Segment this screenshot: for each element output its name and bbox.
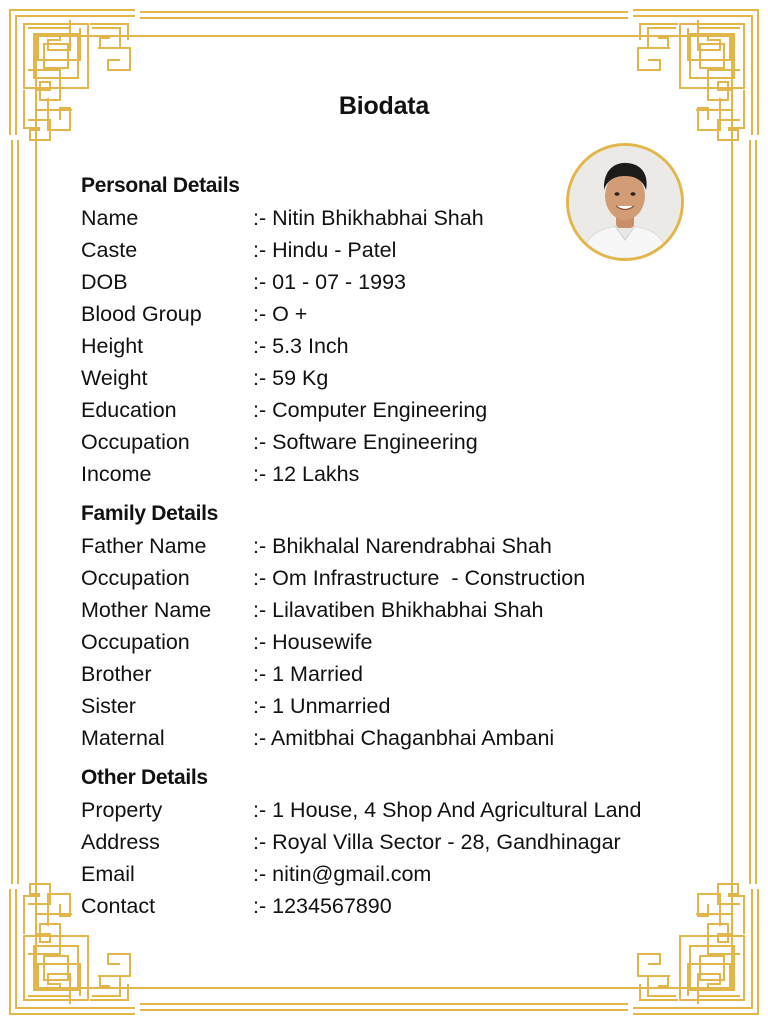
detail-value: [253, 362, 721, 394]
detail-row: [81, 234, 721, 266]
detail-row: [81, 394, 721, 426]
detail-row: [81, 826, 721, 858]
detail-value-text: 1 House, 4 Shop And Agricultural Land: [272, 798, 642, 822]
separator: :-: [253, 798, 273, 822]
detail-label: DOB: [81, 270, 128, 294]
separator: :-: [253, 206, 273, 230]
separator: :-: [253, 630, 273, 654]
detail-value-text: 5.3 Inch: [272, 334, 349, 358]
detail-value: [253, 594, 721, 626]
detail-value: [253, 626, 721, 658]
detail-value: [253, 298, 721, 330]
detail-row: [81, 362, 721, 394]
detail-value: [253, 826, 721, 858]
detail-label: Caste: [81, 238, 138, 262]
detail-row: [81, 530, 721, 562]
detail-row: [81, 562, 721, 594]
detail-value: [253, 330, 721, 362]
detail-value-text: Software Engineering: [272, 430, 478, 454]
family-details-section: [81, 498, 721, 754]
detail-value-text: Amitbhai Chaganbhai Ambani: [270, 726, 555, 750]
detail-label: Weight: [81, 366, 148, 390]
separator: :-: [253, 534, 273, 558]
detail-value: [253, 202, 721, 234]
detail-value-text: Royal Villa Sector - 28, Gandhinagar: [272, 830, 621, 854]
detail-value: [253, 722, 721, 754]
page-title: Biodata: [338, 92, 430, 120]
other-details-section: [81, 762, 721, 922]
detail-label: Address: [81, 830, 160, 854]
detail-row: [81, 594, 721, 626]
detail-value: [253, 794, 721, 826]
detail-row: [81, 890, 721, 922]
detail-row: [81, 858, 721, 890]
detail-row: [81, 794, 721, 826]
detail-label: Brother: [81, 662, 152, 686]
detail-value-text: Housewife: [272, 630, 373, 654]
separator: :-: [253, 598, 273, 622]
detail-row: [81, 330, 721, 362]
detail-label: Property: [81, 798, 163, 822]
section-title: Personal Details: [81, 174, 240, 197]
separator: :-: [253, 366, 273, 390]
detail-value-text: 59 Kg: [272, 366, 329, 390]
separator: :-: [253, 830, 273, 854]
separator: :-: [253, 694, 273, 718]
section-title: Other Details: [81, 766, 208, 789]
separator: :-: [253, 662, 273, 686]
detail-value-text: Om Infrastructure - Construction: [272, 566, 586, 590]
detail-value: [253, 458, 721, 490]
detail-value-text: 1 Married: [272, 662, 363, 686]
detail-value: [253, 234, 721, 266]
detail-value-text: 12 Lakhs: [272, 462, 360, 486]
detail-label: Maternal: [81, 726, 165, 750]
detail-label: Father Name: [81, 534, 207, 558]
detail-value-text: Nitin Bhikhabhai Shah: [272, 206, 484, 230]
detail-row: [81, 458, 721, 490]
detail-value-text: 1234567890: [272, 894, 392, 918]
detail-row: [81, 690, 721, 722]
separator: :-: [253, 566, 273, 590]
detail-value: [253, 690, 721, 722]
detail-label: Education: [81, 398, 177, 422]
detail-value: [253, 394, 721, 426]
detail-value-text: Computer Engineering: [272, 398, 488, 422]
detail-value-text: Lilavatiben Bhikhabhai Shah: [272, 598, 544, 622]
separator: :-: [253, 726, 271, 750]
separator: :-: [253, 894, 273, 918]
detail-value: [253, 658, 721, 690]
detail-value-text: 01 - 07 - 1993: [272, 270, 406, 294]
separator: :-: [253, 270, 273, 294]
detail-row: [81, 266, 721, 298]
detail-value-text: O +: [272, 302, 308, 326]
separator: :-: [253, 398, 273, 422]
section-title: Family Details: [81, 502, 219, 525]
detail-row: [81, 298, 721, 330]
detail-label: Name: [81, 206, 139, 230]
detail-value: [253, 858, 721, 890]
detail-row: [81, 658, 721, 690]
detail-label: Sister: [81, 694, 136, 718]
separator: :-: [253, 238, 273, 262]
separator: :-: [253, 462, 273, 486]
detail-row: [81, 426, 721, 458]
detail-value-text: nitin@gmail.com: [272, 862, 432, 886]
detail-value: [253, 890, 721, 922]
separator: :-: [253, 430, 273, 454]
detail-label: Height: [81, 334, 144, 358]
detail-value: [253, 426, 721, 458]
detail-row: [81, 626, 721, 658]
detail-row: [81, 202, 721, 234]
detail-value: [253, 530, 721, 562]
separator: :-: [253, 862, 273, 886]
detail-value-text: Bhikhalal Narendrabhai Shah: [272, 534, 552, 558]
detail-value-text: Hindu - Patel: [272, 238, 397, 262]
detail-label: Income: [81, 462, 152, 486]
detail-label: Contact: [81, 894, 156, 918]
detail-label: Occupation: [81, 630, 190, 654]
detail-label: Occupation: [81, 430, 190, 454]
detail-value: [253, 562, 721, 594]
detail-value-text: 1 Unmarried: [272, 694, 391, 718]
separator: :-: [253, 302, 273, 326]
separator: :-: [253, 334, 273, 358]
detail-label: Mother Name: [81, 598, 212, 622]
detail-label: Email: [81, 862, 135, 886]
personal-details-section: [81, 170, 721, 490]
detail-row: [81, 722, 721, 754]
detail-label: Occupation: [81, 566, 190, 590]
detail-label: Blood Group: [81, 302, 202, 326]
detail-value: [253, 266, 721, 298]
